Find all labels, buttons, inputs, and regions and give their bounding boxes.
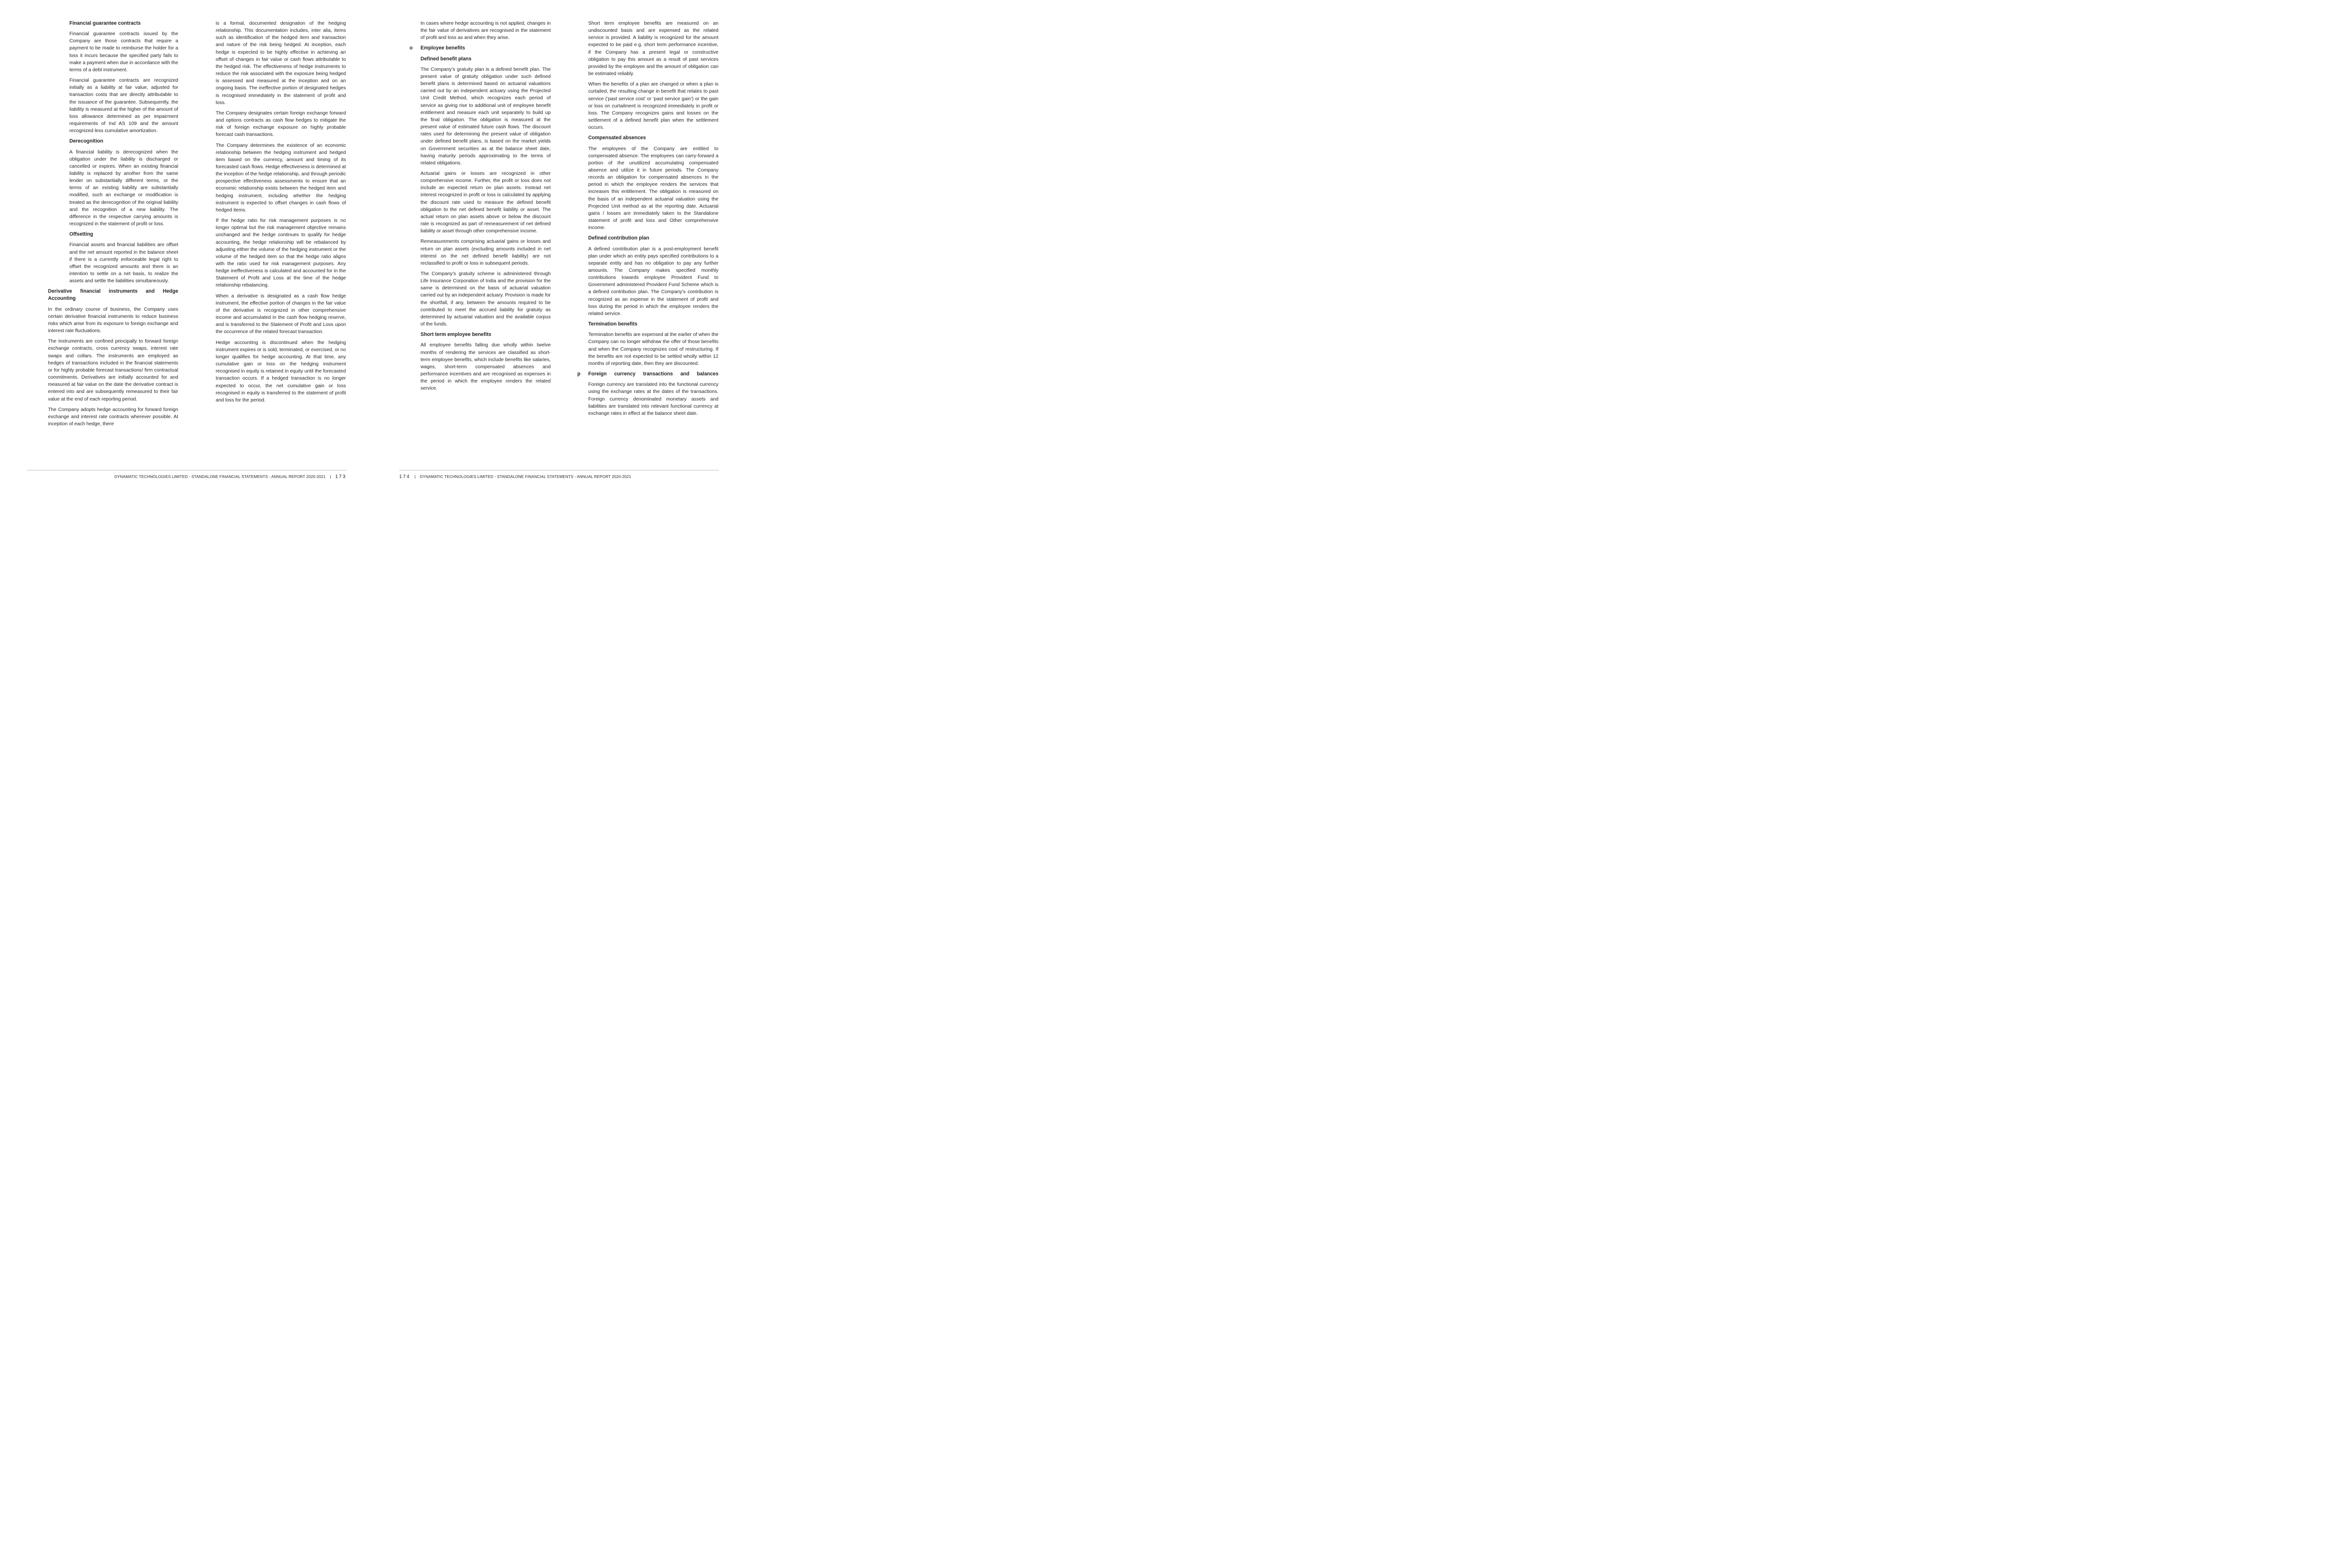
offsetting-heading: Offsetting: [69, 231, 94, 238]
defined-benefit-para-1: The Company’s gratuity plan is a defined benefit plan. The present value of gratuity obligation under such defined benefit plans is determined based on actuarial valuations carried out by an independent actuary using the Projected Unit Credit Method, which recognizes each period of service as giving rise to additional unit of employee benefit entitlement and measure each unit separately to build up the final obligation. The obligation is measured at the present value of estimated future cash flows. The discount rates used for determining the present value of obligation under defined benefit plans, is based on the market yields on Government securities as at the balance sheet date, having maturity periods approximating to the terms of related obligations.: [421, 67, 551, 166]
financial-guarantee-para-1: Financial guarantee contracts issued by the Company are those contracts that require a payment to be made to reimburse the holder for a loss it incurs because the specified party fails to make a payment when due in accordance with the terms of a debt instrument.: [69, 31, 178, 73]
section-p-letter: p: [577, 371, 581, 377]
financial-guarantee-heading: Financial guarantee contracts: [69, 20, 141, 26]
financial-guarantee-para-2: Financial guarantee contracts are recognized initially as a liability at fair value, adjusted for transaction costs that are directly attributable to the issuance of the guarantee. Subsequently, the liability is measured at the higher of the amount of loss allowance determined as per impairment requirements of Ind AS 109 and the amount recognized less cumulative amortization.: [69, 78, 178, 134]
hedge-para-2: The Company designates certain foreign exchange forward and options contracts as cash flow hedges to mitigate the risk of foreign exchange exposure on highly probable forecast cash transactions.: [216, 110, 346, 138]
hedge-para-6: Hedge accounting is discontinued when the hedging instrument expires or is sold, terminated, or exercised, or no longer qualifies for hedge accounting. At that time, any cumulative gain or loss on the hedging instrument recognised in equity is retained in equity until the forecasted transaction occurs. If a hedged transaction is no longer expected to occur, the net cumulative gain or loss recognised in equity is transferred to the statement of profit and loss for the period.: [216, 340, 346, 403]
left-footer-separator: |: [330, 474, 331, 479]
foreign-currency-para: Foreign currency are translated into the functional currency using the exchange rates at the dates of the transactions. Foreign currency denominated monetary assets and liabilities are translated into relevant functional currency at exchange rates in effect at the balance sheet date.: [588, 382, 718, 416]
offsetting-para: Financial assets and financial liabilities are offset and the net amount reported in the balance sheet if there is a currently enforceable legal right to offset the recognized amounts and there is an intention to settle on a net basis, to realize the assets and settle the liabilities simultaneously.: [69, 242, 178, 284]
termination-benefits-heading: Termination benefits: [588, 321, 638, 327]
right-footer: [399, 474, 631, 479]
derivative-para-1: In the ordinary course of business, the Company uses certain derivative financial instruments to reduce business risks which arise from its exposure to foreign exchange and interest rate fluctuations.: [48, 306, 178, 334]
hedge-para-3: The Company determines the existence of an economic relationship between the hedging instrument and hedged item based on the currency, amount and timing of its forecasted cash flows. Hedge effectiveness is determined at the inception of the hedge relationship, and through periodic prospective effectiveness assessments to ensure that an economic relationship exists between the hedged item and hedging instrument, including whether the hedging instrument is expected to offset changes in cash flows of hedged items.: [216, 143, 346, 213]
defined-contribution-heading: Defined contribution plan: [588, 235, 650, 241]
hedge-para-4: If the hedge ratio for risk management purposes is no longer optimal but the risk management objective remains unchanged and the hedge continues to qualify for hedge accounting, the hedge relationship will be rebalanced by adjusting either the volume of the hedging instrument or the volume of the hedged item so that the hedge ratio aligns with the ratio used for risk management purposes. Any hedge ineffectiveness is calculated and accounted for in the Statement of Profit and Loss at the time of the hedge relationship rebalancing.: [216, 218, 346, 288]
derivative-para-2: The instruments are confined principally to forward foreign exchange contracts, cross currency swaps, interest rate swaps and collars. The instruments are employed as hedges of transactions included in the financial statements or for highly probable forecast transactions/ firm contractual commitments. Derivatives are initially accounted for and measured at fair value on the date the derivative contract is entered into and are subsequently remeasured to their fair value at the end of each reporting period.: [48, 339, 178, 402]
defined-benefit-heading: Defined benefit plans: [421, 56, 472, 62]
left-column-2: [216, 20, 346, 407]
short-term-benefits-para: All employee benefits falling due wholly within twelve months of rendering the services are classified as short-term employee benefits, which include benefits like salaries, wages, short-term compensated absences and performance incentives and are recognised as expenses in the period in which the employee renders the related service.: [421, 343, 551, 392]
left-footer: [115, 474, 346, 479]
derecognition-para: A financial liability is derecognized when the obligation under the liability is discharged or cancelled or expires. When an existing financial liability is replaced by another from the same lender on substantially different terms, or the terms of an existing liability are substantially modified, such an exchange or modification is treated as the derecognition of the original liability and the recognition of a new liability. The difference in the respective carrying amounts is recognized in the statement of profit or loss.: [69, 149, 178, 227]
termination-benefits-para: Termination benefits are expensed at the earlier of when the Company can no longer withdraw the offer of those benefits and when the Company recognizes cost of restructuring. If the benefits are not expected to be settled wholly within 12 months of reporting date, then they are discounted.: [588, 332, 718, 366]
no-hedge-para: In cases where hedge accounting is not applied, changes in the fair value of derivatives are recognised in the statement of profit and loss as and when they arise.: [421, 21, 551, 41]
right-footer-separator: |: [414, 474, 416, 479]
short-term-benefits-heading: Short term employee benefits: [421, 332, 491, 338]
defined-benefit-para-2: Actuarial gains or losses are recognized in other comprehensive income. Further, the profit or loss does not include an expected return on plan assets. Instead net interest recognized in profit or loss is calculated by applying the discount rate used to measure the defined benefit obligation to the net defined benefit liability or asset. The actual return on plan assets above or below the discount rate is recognized as part of remeasurement of net defined liability or asset through other comprehensive income.: [421, 171, 551, 234]
section-o-heading-row: [410, 45, 551, 52]
section-p-heading-row: [577, 371, 718, 378]
right-column-2: [577, 20, 718, 421]
right-footer-text: DYNAMATIC TECHNOLOGIES LIMITED - STANDALONE FINANCIAL STATEMENTS - ANNUAL REPORT 2020-2021: [420, 474, 631, 479]
hedge-para-1: is a formal, documented designation of the hedging relationship. This documentation includes, inter alia, items such as identification of the hedged item and transaction and nature of the risk being hedged. At inception, each hedge is expected to be highly effective in achieving an offset of changes in fair value or cash flows attributable to the hedged risk. The effectiveness of hedge instruments to reduce the risk associated with the exposure being hedged is assessed and measured at the inception and on an ongoing basis. The ineffective portion of designated hedges is recognised immediately in the statement of profit and loss.: [216, 21, 346, 105]
hedge-para-5: When a derivative is designated as a cash flow hedge instrument, the effective portion of changes in the fair value of the derivative is recognized in other comprehensive income and accumulated in the cash flow hedging reserve, and is transferred to the Statement of Profit and Loss upon the occurrence of the related forecast transaction.: [216, 293, 346, 335]
left-page-number: 173: [335, 474, 346, 479]
right-column-1: [410, 20, 551, 396]
left-footer-text: DYNAMATIC TECHNOLOGIES LIMITED - STANDALONE FINANCIAL STATEMENTS - ANNUAL REPORT 2020-2021: [114, 474, 326, 479]
section-o-letter: o: [410, 45, 413, 51]
short-term-measure-para: Short term employee benefits are measured on an undiscounted basis and are expensed as the related service is provided. A liability is recognized for the amount expected to be paid e.g. short term performance incentive, if the Company has a present legal or constructive obligation to pay this amount as a result of past services provided by the employee and the amount of obligation can be estimated reliably.: [588, 21, 718, 77]
derivative-heading: Derivative financial instruments and Hedge Accounting: [48, 288, 178, 302]
derivative-para-3: The Company adopts hedge accounting for forward foreign exchange and interest rate contracts wherever possible. At inception of each hedge, there: [48, 407, 178, 427]
compensated-absences-heading: Compensated absences: [588, 135, 646, 141]
right-page-number: 174: [399, 474, 411, 479]
compensated-absences-para: The employees of the Company are entitled to compensated absence. The employees can carry-forward a portion of the unutilized accumulating compensated absence and utilize it in future periods. The Company records an obligation for compensated absences in the period in which the employee renders the services that increases this entitlement. The obligation is measured on the basis of an independent actuarial valuation using the Projected Unit method as at the reporting date. Actuarial gains / losses are immediately taken to the Standalone statement of profit and loss and Other comprehensive income.: [588, 146, 718, 231]
defined-benefit-para-4: The Company’s gratuity scheme is administered through Life Insurance Corporation of India and the provision for the same is determined on the basis of actuarial valuation carried out by an independent actuary. Provision is made for the shortfall, if any, between the amounts required to be contributed to meet the accrued liability for gratuity as determined by actuarial valuation and the available corpus of the funds.: [421, 271, 551, 327]
employee-benefits-heading: Employee benefits: [421, 45, 465, 51]
plan-change-para: When the benefits of a plan are changed or when a plan is curtailed, the resulting change in benefit that relates to past service (‘past service cost’ or ‘past service gain’) or the gain or loss on curtailment is recognized immediately in profit or loss. The Company recognizes gains and losses on the settlement of a defined benefit plan when the settlement occurs.: [588, 82, 718, 131]
defined-benefit-para-3: Remeasurements comprising actuarial gains or losses and return on plan assets (excluding amounts included in net interest on the net defined benefit liability) are not reclassified to profit or loss in subsequent periods.: [421, 239, 551, 266]
foreign-currency-heading: Foreign currency transactions and balances: [588, 371, 718, 377]
defined-contribution-para: A defined contribution plan is a post-employment benefit plan under which an entity pays specified contributions to a separate entity and has no obligation to pay any further amounts. The Company makes specified monthly contributions towards employee Provident Fund to Government administered Provident Fund Scheme which is a defined contribution plan. The Company’s contribution is recognized as an expense in the statement of profit and loss during the period in which the employee renders the related service.: [588, 246, 718, 316]
left-column-1: [48, 20, 178, 431]
derecognition-heading: Derecognition: [69, 138, 104, 144]
